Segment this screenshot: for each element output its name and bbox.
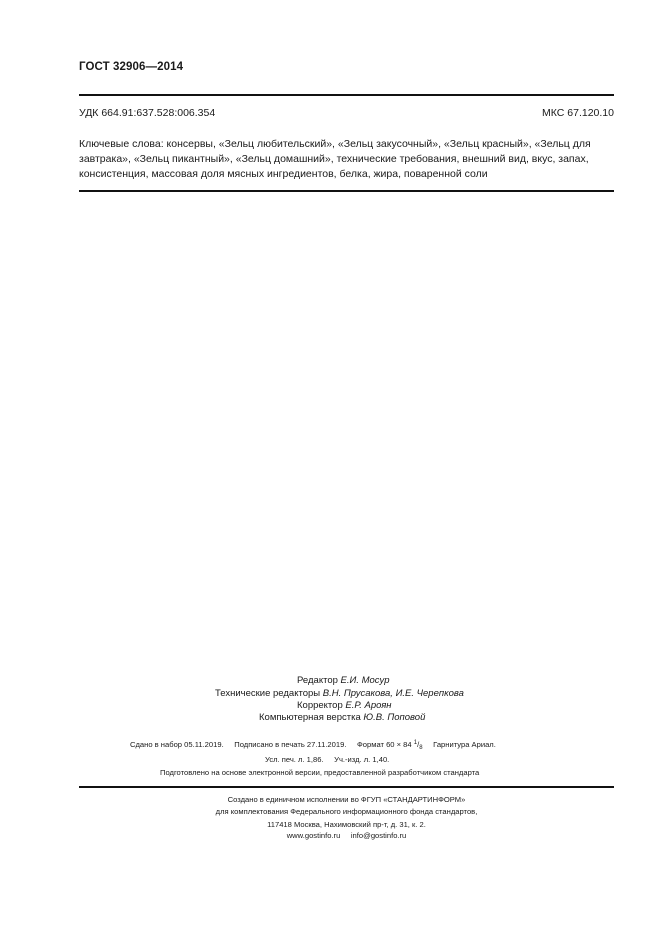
footer-line: для комплектования Федерального информационного фонда стандартов,	[215, 807, 478, 816]
format-numerator: 1	[413, 740, 418, 746]
sheets-info-line	[265, 755, 389, 764]
document-code: ГОСТ 32906—2014	[79, 61, 184, 73]
mks-code: МКС 67.120.10	[542, 107, 614, 119]
keywords-divider	[79, 190, 614, 192]
editor-label: Редактор	[297, 675, 338, 686]
keywords-line: Ключевые слова: консервы, «Зельц любительский», «Зельц закусочный», «Зельц красный», «Зельц для	[79, 138, 591, 150]
corrector-label: Корректор	[297, 700, 343, 711]
editor-line	[297, 675, 389, 686]
corrector-line	[297, 700, 392, 711]
format: Формат 60 × 84 $^1/_8$	[357, 740, 423, 751]
format-denominator: 8	[419, 745, 423, 751]
signed-date: Подписано в печать 27.11.2019.	[234, 740, 347, 749]
prepared-note: Подготовлено на основе электронной версии, предоставленной разработчиком стандарта	[160, 768, 480, 777]
website-link: www.gostinfo.ru	[286, 831, 341, 840]
layout-name: Ю.В. Поповой	[363, 712, 426, 723]
top-divider	[79, 94, 614, 96]
footer-line: Создано в единичном исполнении во ФГУП «СТАНДАРТИНФОРМ»	[227, 795, 466, 804]
footer-divider	[79, 786, 614, 788]
keywords-line: консистенция, массовая доля мясных ингредиентов, белка, жира, поваренной соли	[79, 168, 488, 181]
keywords-line: завтрака», «Зельц пикантный», «Зельц домашний», технические требования, внешний вид, вкус, запах,	[79, 153, 589, 166]
tech-editors-label: Технические редакторы	[215, 688, 321, 699]
keywords-block	[79, 137, 615, 183]
print-sheets: Усл. печ. л. 1,86.	[265, 755, 324, 764]
corrector-name: Е.Р. Ароян	[345, 700, 392, 711]
footer-contacts	[79, 831, 614, 840]
layout-line	[259, 712, 425, 723]
tech-editors-line	[215, 688, 464, 699]
format-prefix: Формат 60 × 84	[357, 740, 412, 749]
email-link: info@gostinfo.ru	[350, 831, 407, 840]
sent-date: Сдано в набор 05.11.2019.	[130, 740, 224, 749]
edit-sheets: Уч.-изд. л. 1,40.	[334, 755, 390, 764]
publishing-info-line	[130, 740, 496, 751]
tech-editors-names: В.Н. Прусакова, И.Е. Черепкова	[322, 688, 464, 699]
footer-address: 117418 Москва, Нахимовский пр-т, д. 31, к. 2.	[267, 820, 426, 829]
editor-name: Е.И. Мосур	[340, 675, 390, 686]
layout-label: Компьютерная верстка	[259, 712, 361, 723]
font-info: Гарнитура Ариал.	[433, 740, 496, 749]
udk-code: УДК 664.91:637.528:006.354	[79, 107, 216, 119]
